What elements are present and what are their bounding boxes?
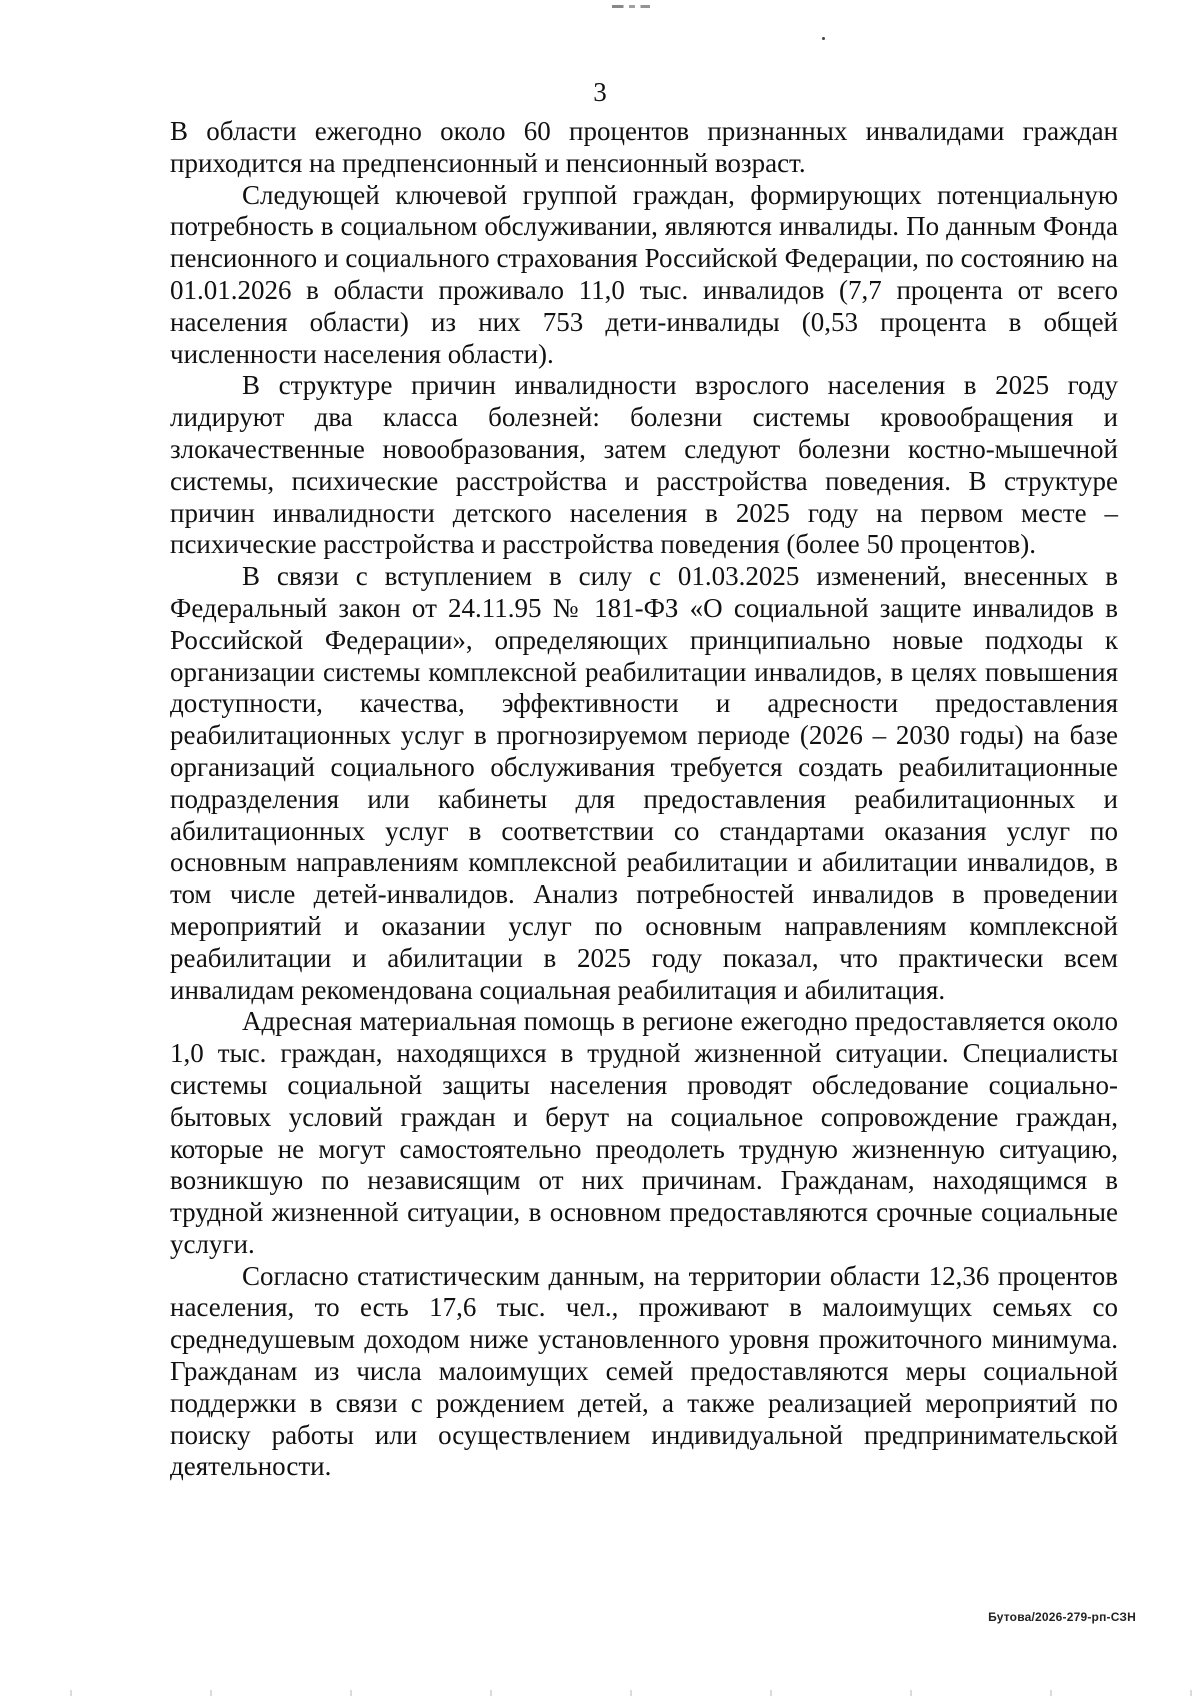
scan-artifact-dot: [822, 37, 825, 40]
paragraph-2: Следующей ключевой группой граждан, формирующих потенциальную потребность в социальном обслуживании, являются инвалиды. По данным Фонда пенсионного и социального страхования Российской Федерации, по состоянию на 01.01.2026 в области проживало 11,0 тыс. инвалидов (7,7 процента от всего населения области) из них 753 дети-инвалиды (0,53 процента в общей численности населения области).: [170, 179, 1118, 369]
paragraph-1: В области ежегодно около 60 процентов признанных инвалидами граждан приходится на предпенсионный и пенсионный возраст.: [170, 116, 1118, 178]
scan-artifact-bottom: [0, 1690, 1200, 1696]
page-number: 3: [593, 77, 607, 107]
document-body: [170, 116, 1118, 1483]
paragraph-5: Адресная материальная помощь в регионе ежегодно предоставляется около 1,0 тыс. граждан, находящихся в трудной жизненной ситуации. Специалисты системы социальной защиты населения проводят обследование социально-бытовых условий граждан и берут на социальное сопровождение граждан, которые не могут самостоятельно преодолеть трудную жизненную ситуацию, возникшую по независящим от них причинам. Гражданам, находящимся в трудной жизненной ситуации, в основном предоставляются срочные социальные услуги.: [170, 1006, 1118, 1259]
paragraph-6: Согласно статистическим данным, на территории области 12,36 процентов населения, то есть 17,6 тыс. чел., проживают в малоимущих семьях со среднедушевым доходом ниже установленного уровня прожиточного минимума. Гражданам из числа малоимущих семей предоставляются меры социальной поддержки в связи с рождением детей, а также реализацией мероприятий по поиску работы или осуществлением индивидуальной предпринимательской деятельности.: [170, 1260, 1118, 1482]
document-registration-code: Бутова/2026-279-рп-СЗН: [988, 1610, 1136, 1624]
scan-artifact-top: [612, 5, 650, 8]
paragraph-3: В структуре причин инвалидности взрослого населения в 2025 году лидируют два класса болезней: болезни системы кровообращения и злокачественные новообразования, затем следуют болезни костно-мышечной системы, психические расстройства и расстройства поведения. В структуре причин инвалидности детского населения в 2025 году на первом месте – психические расстройства и расстройства поведения (более 50 процентов).: [170, 370, 1118, 560]
paragraph-4: В связи с вступлением в силу с 01.03.2025 изменений, внесенных в Федеральный закон от 24.11.95 № 181-ФЗ «О социальной защите инвалидов в Российской Федерации», определяющих принципиально новые подходы к организации системы комплексной реабилитации инвалидов, в целях повышения доступности, качества, эффективности и адресности предоставления реабилитационных услуг в прогнозируемом периоде (2026 – 2030 годы) на базе организаций социального обслуживания требуется создать реабилитационные подразделения или кабинеты для предоставления реабилитационных и абилитационных услуг в соответствии со стандартами оказания услуг по основным направлениям комплексной реабилитации и абилитации инвалидов, в том числе детей-инвалидов. Анализ потребностей инвалидов в проведении мероприятий и оказании услуг по основным направлениям комплексной реабилитации и абилитации в 2025 году показал, что практически всем инвалидам рекомендована социальная реабилитация и абилитация.: [170, 561, 1118, 1005]
